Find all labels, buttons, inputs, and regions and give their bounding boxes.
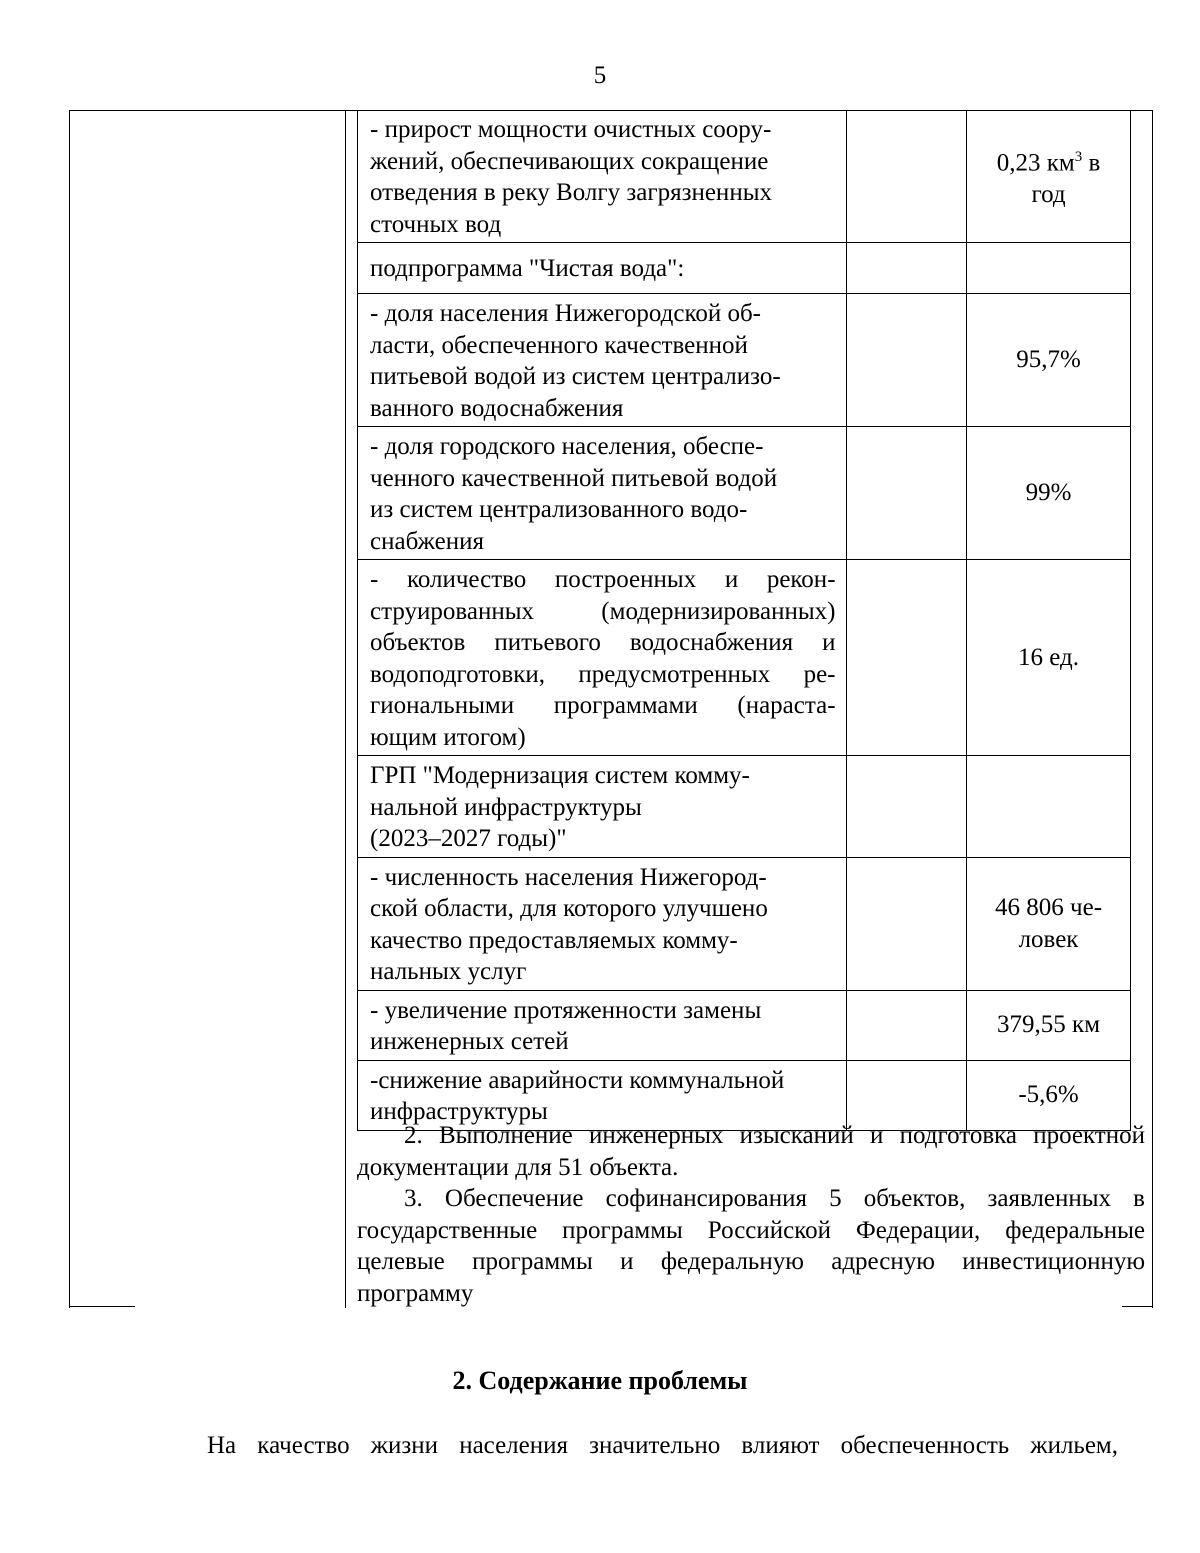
page-number: 5 [593,62,607,89]
list-item: 3. Обеспечение софинансирования 5 объектов, заявленных в государственные программы Российской Федерации, федеральные целевые программы и федеральную адресную инвестиционную программу [357,1185,1145,1307]
body-paragraph: На качество жизни населения значительно влияют обеспеченность жильем, [207,1432,1118,1459]
empty-cell [846,756,967,858]
value-cell: 16 ед. [967,560,1131,756]
value-cell: 0,23 $км^3$ в год [967,110,1131,243]
value-cell: 379,55 км [967,990,1131,1060]
indicators-table [357,110,1131,1131]
empty-cell [846,110,967,243]
empty-cell [846,294,967,427]
indicator-cell: ГРП "Модернизация систем комму- нальной инфраструктуры (2023–2027 годы)" [358,756,847,858]
outer-column-divider [345,110,346,1308]
value-cell: -5,6% [967,1060,1131,1130]
empty-cell [846,857,967,990]
section-title: 2. Содержание проблемы [452,1366,748,1395]
table-row [358,110,1131,243]
value-cell: 95,7% [967,294,1131,427]
table-row [358,294,1131,427]
table-row [358,857,1131,990]
indicator-cell: - прирост мощности очистных соору- жений, обеспечивающих сокращение отведения в реку Волгу загрязненных сточных вод [358,110,847,243]
table-row [358,756,1131,858]
value-cell [967,243,1131,294]
indicator-cell: - увеличение протяженности замены инженерных сетей [358,990,847,1060]
indicator-cell: подпрограмма "Чистая вода": [358,243,847,294]
indicator-cell: - доля городского населения, обеспе- ченного качественной питьевой водой из систем централизованного водо- снабжения [358,427,847,560]
table-row [358,560,1131,756]
value-cell: 46 806 че- ловек [967,857,1131,990]
indicator-cell: -снижение аварийности коммунальной инфраструктуры [358,1060,847,1130]
value-cell [967,756,1131,858]
indicator-cell: - доля населения Нижегородской об- ласти, обеспеченного качественной питьевой водой из систем централизо- ванного водоснабжения [358,294,847,427]
measures-list [357,1120,1145,1309]
table-row [358,990,1131,1060]
table-bottom-border-left [69,1306,135,1307]
empty-cell [846,990,967,1060]
table-row [358,243,1131,294]
table-row [358,427,1131,560]
list-item: 2. Выполнение инженерных изысканий и подготовка проектной документации для 51 объекта. [357,1122,1145,1181]
indicator-cell: - количество построенных и рекон- струированных (модернизированных) объектов питьевого водоснабжения и водоподготовки, предусмотренных ре- гиональными программами (нараста- ющим итогом) [358,560,847,756]
empty-cell [846,560,967,756]
indicator-cell: - численность населения Нижегород- ской области, для которого улучшено качество предоставляемых комму- нальных услуг [358,857,847,990]
value-cell: 99% [967,427,1131,560]
empty-cell [846,427,967,560]
empty-cell [846,243,967,294]
